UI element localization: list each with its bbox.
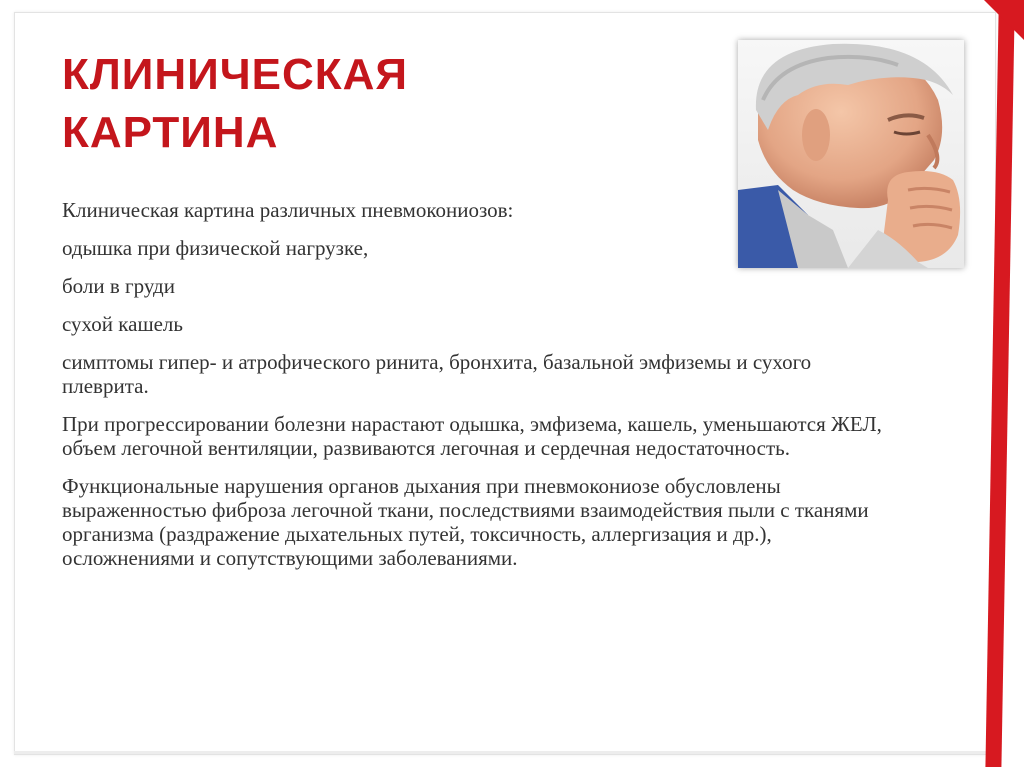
paragraph-dyspnea: одышка при физической нагрузке, [62,236,369,260]
paragraph-chest-pain: боли в груди [62,274,175,298]
paragraph-dry-cough: сухой кашель [62,312,183,336]
red-corner-triangle [984,0,1024,40]
red-edge-band [985,0,1015,767]
paragraph-functional: Функциональные нарушения органов дыхания при пневмокониозе обусловлены выраженностью фиброза легочной ткани, последствиями взаимодействия пыли с тканями организма (раздражение дыхательных путей, токсичность, аллергизация и др.), осложнениями и сопутствующими заболеваниями. [62,474,869,570]
body-text [62,198,902,584]
title-line-2: КАРТИНА [62,108,279,157]
bottom-rule [14,751,994,754]
corner-decoration [984,0,1024,767]
page-title [62,46,702,162]
title-line-1: КЛИНИЧЕСКАЯ [62,50,409,99]
paragraph-progression: При прогрессировании болезни нарастают одышка, эмфизема, кашель, уменьшаются ЖЕЛ, объем легочной вентиляции, развиваются легочная и сердечная недостаточность. [62,412,882,460]
paragraph-intro: Клиническая картина различных пневмокониозов: [62,198,514,222]
paragraph-symptoms: симптомы гипер- и атрофического ринита, бронхита, базальной эмфиземы и сухого плеврита. [62,350,812,398]
